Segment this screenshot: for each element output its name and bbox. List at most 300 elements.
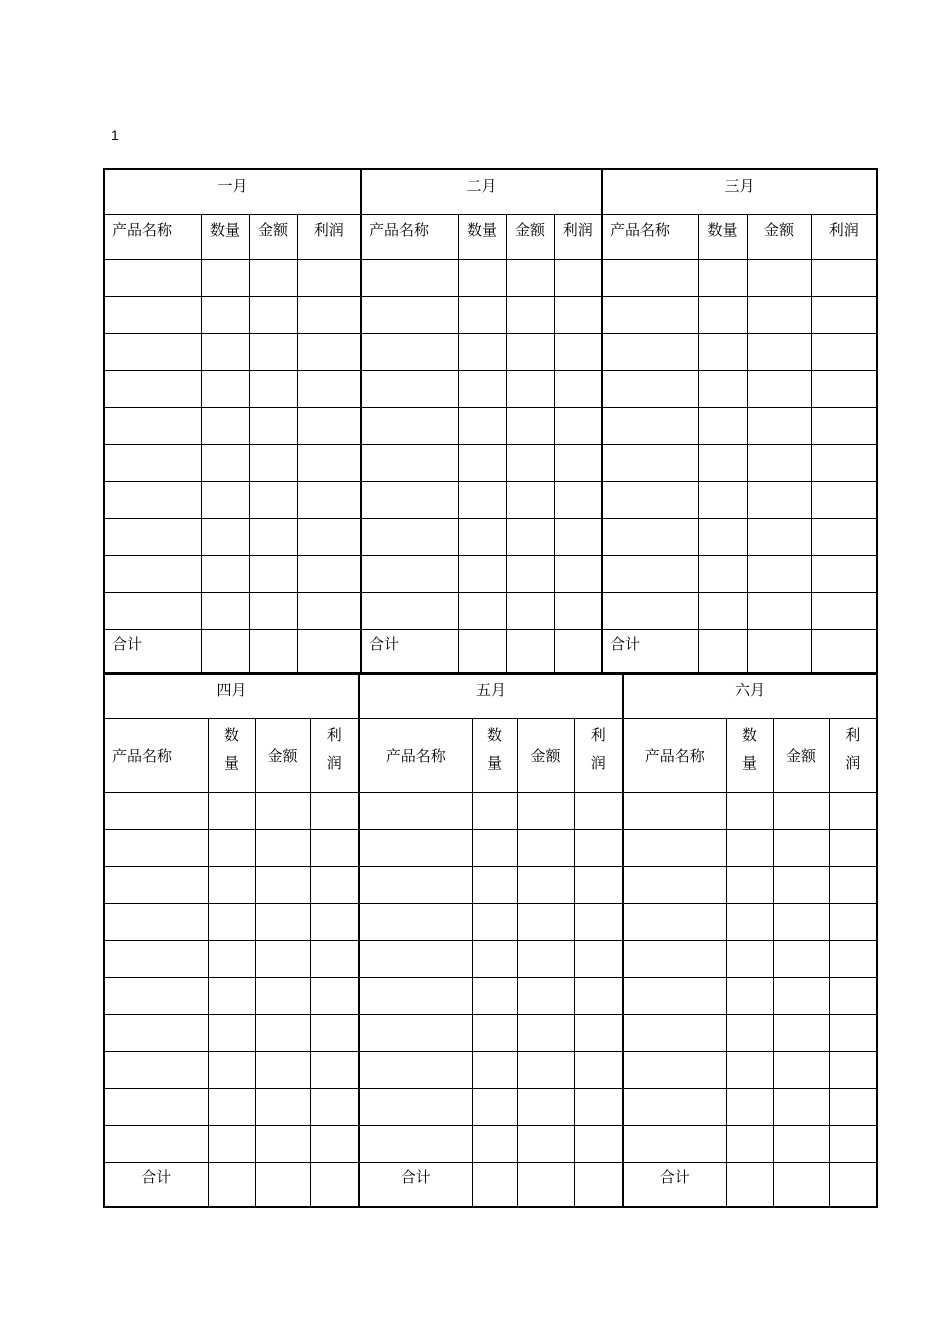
data-cell[interactable]	[602, 296, 698, 333]
data-cell[interactable]	[201, 333, 249, 370]
data-cell[interactable]	[602, 259, 698, 296]
data-cell[interactable]	[829, 1014, 877, 1051]
data-cell[interactable]	[747, 481, 811, 518]
data-cell[interactable]	[249, 296, 297, 333]
data-cell[interactable]	[297, 555, 361, 592]
data-cell[interactable]	[811, 518, 877, 555]
total-cell[interactable]	[297, 629, 361, 674]
data-cell[interactable]	[104, 866, 208, 903]
data-cell[interactable]	[104, 518, 201, 555]
data-cell[interactable]	[829, 1051, 877, 1088]
data-cell[interactable]	[104, 940, 208, 977]
total-label: 合计	[623, 1162, 726, 1207]
data-cell[interactable]	[310, 977, 359, 1014]
data-cell[interactable]	[517, 1014, 574, 1051]
data-cell[interactable]	[208, 940, 255, 977]
data-cell[interactable]	[554, 592, 602, 629]
data-cell[interactable]	[104, 333, 201, 370]
total-cell[interactable]	[554, 629, 602, 674]
data-cell[interactable]	[255, 940, 310, 977]
header-profit: 利润	[297, 214, 361, 259]
column-header-row	[104, 718, 877, 792]
data-cell[interactable]	[472, 866, 517, 903]
data-cell[interactable]	[361, 333, 458, 370]
data-cell[interactable]	[554, 555, 602, 592]
data-cell[interactable]	[359, 1088, 472, 1125]
data-cell[interactable]	[506, 592, 554, 629]
data-cell[interactable]	[104, 592, 201, 629]
data-cell[interactable]	[201, 296, 249, 333]
data-cell[interactable]	[361, 296, 458, 333]
data-cell[interactable]	[747, 333, 811, 370]
data-cell[interactable]	[623, 792, 726, 829]
month-header: 二月	[361, 169, 602, 214]
data-cell[interactable]	[747, 444, 811, 481]
q2-data-rows	[104, 792, 877, 1162]
data-cell[interactable]	[811, 555, 877, 592]
data-cell[interactable]	[726, 866, 773, 903]
table-row	[104, 1088, 877, 1125]
data-cell[interactable]	[698, 259, 747, 296]
data-cell[interactable]	[506, 555, 554, 592]
data-cell[interactable]	[623, 903, 726, 940]
total-cell[interactable]	[506, 629, 554, 674]
data-cell[interactable]	[297, 259, 361, 296]
data-cell[interactable]	[297, 444, 361, 481]
data-cell[interactable]	[829, 1125, 877, 1162]
data-cell[interactable]	[602, 592, 698, 629]
data-cell[interactable]	[698, 370, 747, 407]
header-product: 产品名称	[104, 718, 208, 792]
data-cell[interactable]	[249, 333, 297, 370]
month-row	[104, 169, 877, 214]
data-cell[interactable]	[249, 444, 297, 481]
data-cell[interactable]	[472, 829, 517, 866]
data-cell[interactable]	[361, 259, 458, 296]
total-cell[interactable]	[517, 1162, 574, 1207]
data-cell[interactable]	[517, 1088, 574, 1125]
header-profit: 利润	[554, 214, 602, 259]
data-cell[interactable]	[623, 866, 726, 903]
table-row	[104, 977, 877, 1014]
data-cell[interactable]	[310, 792, 359, 829]
data-cell[interactable]	[359, 792, 472, 829]
data-cell[interactable]	[726, 903, 773, 940]
data-cell[interactable]	[747, 370, 811, 407]
data-cell[interactable]	[201, 407, 249, 444]
data-cell[interactable]	[623, 1125, 726, 1162]
total-cell[interactable]	[811, 629, 877, 674]
data-cell[interactable]	[104, 1014, 208, 1051]
header-product: 产品名称	[104, 214, 201, 259]
data-cell[interactable]	[773, 1051, 829, 1088]
data-cell[interactable]	[829, 792, 877, 829]
data-cell[interactable]	[104, 903, 208, 940]
table-row	[104, 1051, 877, 1088]
data-cell[interactable]	[255, 903, 310, 940]
data-cell[interactable]	[255, 1088, 310, 1125]
total-cell[interactable]	[310, 1162, 359, 1207]
header-quantity: 数量	[458, 214, 506, 259]
table-row	[104, 903, 877, 940]
data-cell[interactable]	[249, 518, 297, 555]
data-cell[interactable]	[249, 555, 297, 592]
data-cell[interactable]	[811, 296, 877, 333]
data-cell[interactable]	[829, 829, 877, 866]
data-cell[interactable]	[104, 259, 201, 296]
header-quantity: 数量	[742, 725, 758, 772]
data-cell[interactable]	[506, 259, 554, 296]
data-cell[interactable]	[602, 370, 698, 407]
data-cell[interactable]	[811, 444, 877, 481]
data-cell[interactable]	[698, 407, 747, 444]
data-cell[interactable]	[747, 407, 811, 444]
total-label: 合计	[104, 629, 201, 674]
data-cell[interactable]	[602, 555, 698, 592]
data-cell[interactable]	[310, 1125, 359, 1162]
data-cell[interactable]	[255, 977, 310, 1014]
month-header: 五月	[359, 673, 623, 718]
data-cell[interactable]	[698, 555, 747, 592]
total-cell[interactable]	[249, 629, 297, 674]
data-cell[interactable]	[359, 829, 472, 866]
data-cell[interactable]	[554, 518, 602, 555]
data-cell[interactable]	[829, 940, 877, 977]
data-cell[interactable]	[472, 977, 517, 1014]
data-cell[interactable]	[554, 407, 602, 444]
data-cell[interactable]	[104, 555, 201, 592]
data-cell[interactable]	[726, 1125, 773, 1162]
data-cell[interactable]	[623, 1051, 726, 1088]
data-cell[interactable]	[472, 1125, 517, 1162]
header-quantity: 数量	[698, 214, 747, 259]
data-cell[interactable]	[201, 259, 249, 296]
data-cell[interactable]	[255, 866, 310, 903]
data-cell[interactable]	[361, 555, 458, 592]
data-cell[interactable]	[554, 259, 602, 296]
data-cell[interactable]	[361, 592, 458, 629]
data-cell[interactable]	[517, 1125, 574, 1162]
data-cell[interactable]	[104, 1125, 208, 1162]
data-cell[interactable]	[517, 903, 574, 940]
data-cell[interactable]	[623, 829, 726, 866]
data-cell[interactable]	[297, 296, 361, 333]
total-cell[interactable]	[574, 1162, 623, 1207]
data-cell[interactable]	[747, 259, 811, 296]
data-cell[interactable]	[310, 940, 359, 977]
table-row	[104, 866, 877, 903]
data-cell[interactable]	[574, 1125, 623, 1162]
data-cell[interactable]	[698, 481, 747, 518]
data-cell[interactable]	[506, 481, 554, 518]
total-cell[interactable]	[698, 629, 747, 674]
data-cell[interactable]	[726, 1088, 773, 1125]
data-cell[interactable]	[297, 481, 361, 518]
data-cell[interactable]	[698, 333, 747, 370]
data-cell[interactable]	[773, 1014, 829, 1051]
data-cell[interactable]	[517, 977, 574, 1014]
data-cell[interactable]	[623, 1014, 726, 1051]
data-cell[interactable]	[208, 1125, 255, 1162]
data-cell[interactable]	[208, 1014, 255, 1051]
total-cell[interactable]	[458, 629, 506, 674]
data-cell[interactable]	[458, 333, 506, 370]
data-cell[interactable]	[747, 296, 811, 333]
data-cell[interactable]	[574, 1088, 623, 1125]
data-cell[interactable]	[773, 866, 829, 903]
data-cell[interactable]	[249, 592, 297, 629]
data-cell[interactable]	[255, 829, 310, 866]
data-cell[interactable]	[747, 592, 811, 629]
month-header: 六月	[623, 673, 877, 718]
data-cell[interactable]	[726, 940, 773, 977]
data-cell[interactable]	[829, 977, 877, 1014]
data-cell[interactable]	[458, 481, 506, 518]
data-cell[interactable]	[472, 903, 517, 940]
data-cell[interactable]	[623, 940, 726, 977]
data-cell[interactable]	[472, 940, 517, 977]
data-cell[interactable]	[361, 444, 458, 481]
data-cell[interactable]	[104, 444, 201, 481]
data-cell[interactable]	[208, 866, 255, 903]
header-profit: 利润	[845, 725, 861, 772]
data-cell[interactable]	[773, 1088, 829, 1125]
data-cell[interactable]	[726, 1014, 773, 1051]
data-cell[interactable]	[104, 1088, 208, 1125]
data-cell[interactable]	[201, 555, 249, 592]
header-product: 产品名称	[361, 214, 458, 259]
data-cell[interactable]	[623, 1088, 726, 1125]
data-cell[interactable]	[602, 444, 698, 481]
data-cell[interactable]	[811, 370, 877, 407]
header-product: 产品名称	[359, 718, 472, 792]
data-cell[interactable]	[517, 940, 574, 977]
data-cell[interactable]	[297, 333, 361, 370]
data-cell[interactable]	[361, 407, 458, 444]
data-cell[interactable]	[458, 259, 506, 296]
data-cell[interactable]	[602, 481, 698, 518]
q1-data-rows	[104, 259, 877, 629]
data-cell[interactable]	[773, 940, 829, 977]
data-cell[interactable]	[458, 518, 506, 555]
data-cell[interactable]	[574, 977, 623, 1014]
data-cell[interactable]	[773, 1125, 829, 1162]
data-cell[interactable]	[506, 444, 554, 481]
total-cell[interactable]	[747, 629, 811, 674]
data-cell[interactable]	[359, 1014, 472, 1051]
data-cell[interactable]	[201, 518, 249, 555]
data-cell[interactable]	[811, 481, 877, 518]
data-cell[interactable]	[726, 1051, 773, 1088]
data-cell[interactable]	[255, 1014, 310, 1051]
data-cell[interactable]	[208, 1088, 255, 1125]
total-cell[interactable]	[726, 1162, 773, 1207]
data-cell[interactable]	[359, 1125, 472, 1162]
data-cell[interactable]	[554, 333, 602, 370]
data-cell[interactable]	[472, 1088, 517, 1125]
total-cell[interactable]	[201, 629, 249, 674]
data-cell[interactable]	[602, 407, 698, 444]
data-cell[interactable]	[104, 407, 201, 444]
data-cell[interactable]	[361, 370, 458, 407]
data-cell[interactable]	[104, 296, 201, 333]
data-cell[interactable]	[104, 481, 201, 518]
data-cell[interactable]	[574, 940, 623, 977]
data-cell[interactable]	[104, 829, 208, 866]
data-cell[interactable]	[602, 518, 698, 555]
data-cell[interactable]	[517, 829, 574, 866]
data-cell[interactable]	[297, 518, 361, 555]
data-cell[interactable]	[458, 370, 506, 407]
data-cell[interactable]	[458, 555, 506, 592]
data-cell[interactable]	[472, 1014, 517, 1051]
data-cell[interactable]	[623, 977, 726, 1014]
data-cell[interactable]	[310, 829, 359, 866]
data-cell[interactable]	[574, 1051, 623, 1088]
data-cell[interactable]	[554, 481, 602, 518]
data-cell[interactable]	[249, 370, 297, 407]
total-cell[interactable]	[208, 1162, 255, 1207]
total-cell[interactable]	[773, 1162, 829, 1207]
data-cell[interactable]	[698, 296, 747, 333]
data-cell[interactable]	[458, 407, 506, 444]
data-cell[interactable]	[201, 370, 249, 407]
table-row	[104, 792, 877, 829]
data-cell[interactable]	[773, 829, 829, 866]
data-cell[interactable]	[698, 518, 747, 555]
data-cell[interactable]	[208, 977, 255, 1014]
month-row	[104, 673, 877, 718]
sales-table-q2	[103, 672, 878, 1208]
data-cell[interactable]	[359, 977, 472, 1014]
data-cell[interactable]	[811, 333, 877, 370]
header-profit: 利润	[326, 725, 342, 772]
total-label: 合计	[104, 1162, 208, 1207]
data-cell[interactable]	[359, 866, 472, 903]
data-cell[interactable]	[255, 792, 310, 829]
table-row	[104, 592, 877, 629]
data-cell[interactable]	[255, 1125, 310, 1162]
header-profit: 利润	[811, 214, 877, 259]
data-cell[interactable]	[472, 1051, 517, 1088]
data-cell[interactable]	[249, 481, 297, 518]
data-cell[interactable]	[310, 1088, 359, 1125]
data-cell[interactable]	[574, 792, 623, 829]
data-cell[interactable]	[554, 296, 602, 333]
data-cell[interactable]	[517, 866, 574, 903]
data-cell[interactable]	[297, 407, 361, 444]
data-cell[interactable]	[359, 940, 472, 977]
column-header-row	[104, 214, 877, 259]
data-cell[interactable]	[458, 592, 506, 629]
data-cell[interactable]	[361, 481, 458, 518]
data-cell[interactable]	[773, 977, 829, 1014]
data-cell[interactable]	[506, 407, 554, 444]
data-cell[interactable]	[829, 866, 877, 903]
data-cell[interactable]	[506, 370, 554, 407]
data-cell[interactable]	[698, 592, 747, 629]
data-cell[interactable]	[458, 444, 506, 481]
header-amount: 金额	[255, 718, 310, 792]
data-cell[interactable]	[104, 370, 201, 407]
data-cell[interactable]	[811, 259, 877, 296]
data-cell[interactable]	[773, 903, 829, 940]
data-cell[interactable]	[201, 444, 249, 481]
header-quantity: 数量	[201, 214, 249, 259]
header-amount: 金额	[249, 214, 297, 259]
data-cell[interactable]	[458, 296, 506, 333]
data-cell[interactable]	[574, 1014, 623, 1051]
data-cell[interactable]	[726, 792, 773, 829]
data-cell[interactable]	[297, 592, 361, 629]
data-cell[interactable]	[811, 407, 877, 444]
data-cell[interactable]	[472, 792, 517, 829]
data-cell[interactable]	[255, 1051, 310, 1088]
data-cell[interactable]	[359, 1051, 472, 1088]
data-cell[interactable]	[208, 903, 255, 940]
data-cell[interactable]	[359, 903, 472, 940]
table-row	[104, 481, 877, 518]
data-cell[interactable]	[249, 259, 297, 296]
data-cell[interactable]	[208, 829, 255, 866]
data-cell[interactable]	[747, 555, 811, 592]
data-cell[interactable]	[297, 370, 361, 407]
total-cell[interactable]	[829, 1162, 877, 1207]
table-row	[104, 1014, 877, 1051]
data-cell[interactable]	[506, 518, 554, 555]
data-cell[interactable]	[829, 1088, 877, 1125]
total-cell[interactable]	[472, 1162, 517, 1207]
data-cell[interactable]	[104, 977, 208, 1014]
data-cell[interactable]	[104, 1051, 208, 1088]
sales-table-q1	[103, 168, 878, 675]
data-cell[interactable]	[574, 903, 623, 940]
data-cell[interactable]	[574, 829, 623, 866]
header-quantity: 数量	[487, 725, 503, 772]
data-cell[interactable]	[517, 792, 574, 829]
header-amount: 金额	[506, 214, 554, 259]
data-cell[interactable]	[773, 792, 829, 829]
data-cell[interactable]	[506, 333, 554, 370]
total-label: 合计	[361, 629, 458, 674]
data-cell[interactable]	[310, 903, 359, 940]
data-cell[interactable]	[249, 407, 297, 444]
total-cell[interactable]	[255, 1162, 310, 1207]
data-cell[interactable]	[201, 481, 249, 518]
data-cell[interactable]	[208, 1051, 255, 1088]
data-cell[interactable]	[726, 977, 773, 1014]
data-cell[interactable]	[517, 1051, 574, 1088]
data-cell[interactable]	[747, 518, 811, 555]
data-cell[interactable]	[698, 444, 747, 481]
data-cell[interactable]	[208, 792, 255, 829]
data-cell[interactable]	[829, 903, 877, 940]
data-cell[interactable]	[310, 1014, 359, 1051]
data-cell[interactable]	[201, 592, 249, 629]
data-cell[interactable]	[726, 829, 773, 866]
table-row	[104, 333, 877, 370]
data-cell[interactable]	[361, 518, 458, 555]
data-cell[interactable]	[602, 333, 698, 370]
data-cell[interactable]	[506, 296, 554, 333]
data-cell[interactable]	[574, 866, 623, 903]
data-cell[interactable]	[310, 866, 359, 903]
data-cell[interactable]	[310, 1051, 359, 1088]
data-cell[interactable]	[811, 592, 877, 629]
data-cell[interactable]	[104, 792, 208, 829]
data-cell[interactable]	[554, 370, 602, 407]
data-cell[interactable]	[554, 444, 602, 481]
